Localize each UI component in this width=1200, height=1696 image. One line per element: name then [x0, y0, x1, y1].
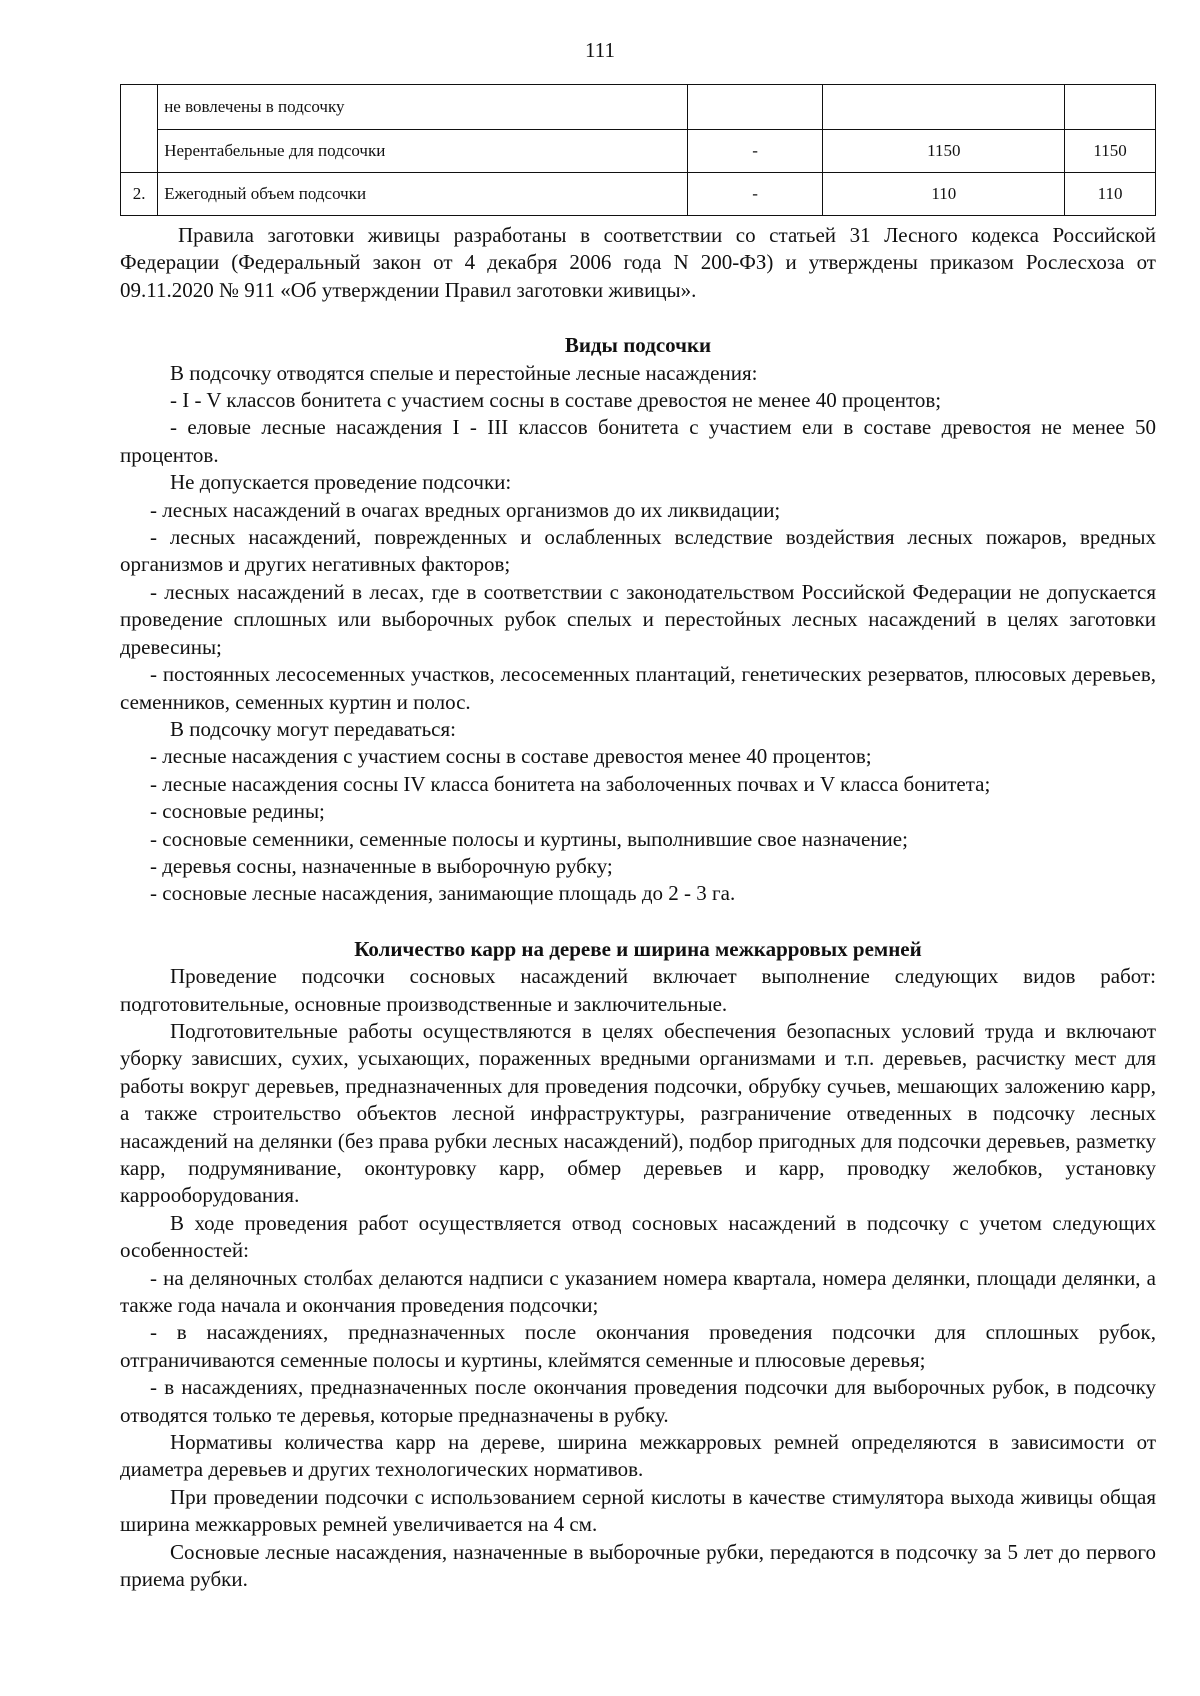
page-number: 111 — [585, 38, 615, 62]
paragraph: Сосновые лесные насаждения, назначенные в выборочные рубки, передаются в подсочку за 5 лет до первого приема рубки. — [120, 1539, 1156, 1592]
paragraph: В ходе проведения работ осуществляется отвод сосновых насаждений в подсочку с учетом следующих особенностей: — [120, 1210, 1156, 1263]
list-item: - сосновые редины; — [150, 799, 325, 824]
value-cell: - — [687, 173, 823, 216]
paragraph: Проведение подсочки сосновых насаждений включает выполнение следующих видов работ: подготовительные, основные производственные и заключительные. — [120, 964, 1156, 1016]
value-cell: 110 — [1065, 173, 1156, 216]
data-table — [120, 84, 1156, 216]
list-item: - в насаждениях, предназначенных после окончания проведения подсочки для выборочных рубок, в подсочку отводятся только те деревья, которые предназначены в рубку. — [120, 1375, 1156, 1427]
row-number-cell — [121, 85, 158, 173]
list-item: - лесные насаждения с участием сосны в составе древостоя менее 40 процентов; — [150, 744, 872, 769]
paragraph: Подготовительные работы осуществляются в целях обеспечения безопасных условий труда и включают уборку зависших, сухих, усыхающих, пораженных вредными организмами и т.п. деревьев, расчистку мест для работы вокруг деревьев, предназначенных для проведения подсочки, обрубку сучьев, мешающих заложению карр, а также строительство объектов лесной инфраструктуры, разграничение отведенных в подсочку лесных насаждений на делянки (без права рубки лесных насаждений), подбор пригодных для подсочки деревьев, разметку карр, подрумянивание, оконтуровку карр, обмер деревьев и карр, проводку желобков, установку каррооборудования. — [120, 1018, 1156, 1208]
list-item: - лесных насаждений в лесах, где в соответствии с законодательством Российской Федерации не допускается проведение сплошных или выборочных рубок спелых и перестойных лесных насаждений в целях заготовки древесины; — [120, 579, 1156, 659]
table-row — [121, 173, 1156, 216]
value-cell: 110 — [823, 173, 1065, 216]
value-cell — [823, 85, 1065, 130]
table-row — [121, 85, 1156, 130]
paragraph: Нормативы количества карр на дереве, ширина межкарровых ремней определяются в зависимости от диаметра деревьев и других технологических нормативов. — [120, 1430, 1156, 1482]
list-item: - лесных насаждений, поврежденных и ослабленных вследствие воздействия лесных пожаров, вредных организмов и других негативных факторов; — [120, 525, 1156, 577]
row-name-cell: не вовлечены в подсочку — [158, 85, 688, 130]
list-item: - на деляночных столбах делаются надписи с указанием номера квартала, номера делянки, площади делянки, а также года начала и окончания проведения подсочки; — [120, 1265, 1156, 1318]
list-item: - еловые лесные насаждения I - III классов бонитета с участием ели в составе древостоя не менее 50 процентов. — [120, 415, 1156, 467]
value-cell: - — [687, 130, 823, 173]
paragraph: В подсочку могут передаваться: — [170, 716, 456, 741]
row-name-cell: Нерентабельные для подсочки — [158, 130, 688, 173]
list-item: - постоянных лесосеменных участков, лесосеменных плантаций, генетических резерватов, плюсовых деревьев, семенников, семенных куртин и полос. — [120, 662, 1156, 714]
paragraph: Не допускается проведение подсочки: — [170, 470, 512, 495]
list-item: - лесных насаждений в очагах вредных организмов до их ликвидации; — [150, 497, 781, 522]
value-cell — [687, 85, 823, 130]
list-item: - лесные насаждения сосны IV класса бонитета на заболоченных почвах и V класса бонитета; — [150, 771, 991, 796]
value-cell — [1065, 85, 1156, 130]
section-heading-tapping-count: Количество карр на дереве и ширина межкарровых ремней — [354, 936, 922, 961]
paragraph: При проведении подсочки с использованием серной кислоты в качестве стимулятора выхода живицы общая ширина межкарровых ремней увеличивается на 4 см. — [120, 1484, 1156, 1537]
section-heading-types: Виды подсочки — [564, 333, 712, 358]
document-body — [120, 222, 1156, 1594]
intro-paragraph: Правила заготовки живицы разработаны в соответствии со статьей 31 Лесного кодекса Российской Федерации (Федеральный закон от 4 декабря 2006 года N 200-ФЗ) и утверждены приказом Рослесхоза от 09.11.2020 № 911 «Об утверждении Правил заготовки живицы». — [120, 223, 1156, 302]
value-cell: 1150 — [1065, 130, 1156, 173]
table-row — [121, 130, 1156, 173]
list-item: - в насаждениях, предназначенных после окончания проведения подсочки для сплошных рубок, отграничиваются семенные полосы и куртины, клеймятся семенные и плюсовые деревья; — [120, 1320, 1156, 1372]
list-item: - деревья сосны, назначенные в выборочную рубку; — [150, 853, 613, 878]
row-name-cell: Ежегодный объем подсочки — [158, 173, 688, 216]
list-item: - сосновые лесные насаждения, занимающие площадь до 2 - 3 га. — [150, 881, 736, 906]
row-number-cell: 2. — [121, 173, 158, 216]
value-cell: 1150 — [823, 130, 1065, 173]
list-item: - I - V классов бонитета с участием сосны в составе древостоя не менее 40 процентов; — [170, 388, 942, 413]
paragraph: В подсочку отводятся спелые и перестойные лесные насаждения: — [170, 360, 758, 385]
list-item: - сосновые семенники, семенные полосы и куртины, выполнившие свое назначение; — [150, 826, 908, 851]
